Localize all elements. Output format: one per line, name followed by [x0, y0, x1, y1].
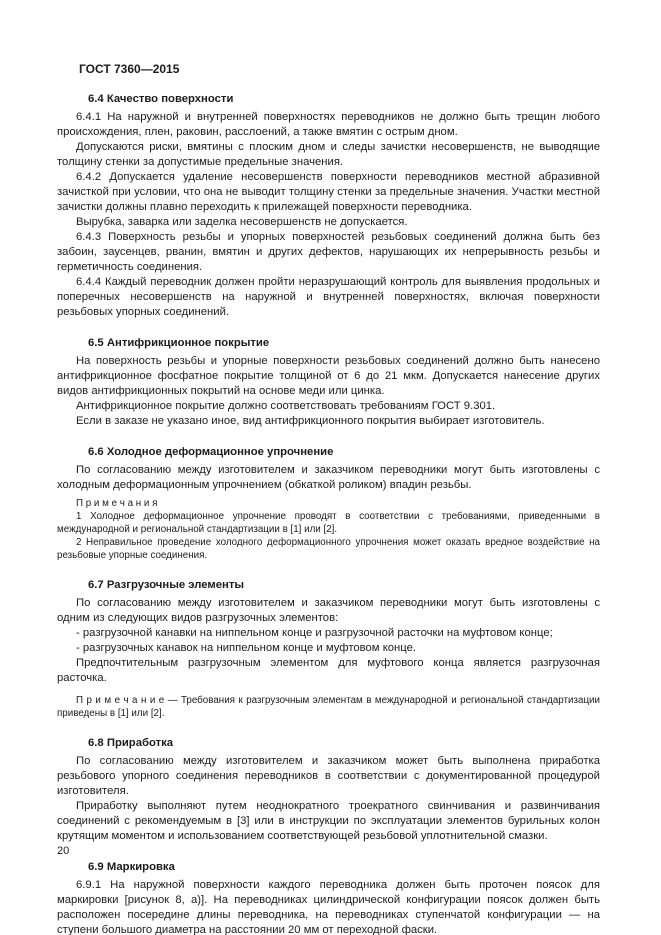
- paragraph: - разгрузочных канавок на ниппельном конце и муфтовом конце.: [76, 642, 417, 654]
- paragraph: Допускаются риски, вмятины с плоским дном и следы зачистки несовершенств, не выводящие толщину стенки за допустимые предельные значения.: [57, 141, 600, 168]
- paragraph: Вырубка, заварка или заделка несовершенств не допускается.: [76, 216, 408, 228]
- document-body: [57, 92, 600, 935]
- paragraph: Антифрикционное покрытие должно соответствовать требованиям ГОСТ 9.301.: [76, 400, 496, 412]
- section: [57, 736, 600, 844]
- section: [57, 92, 600, 320]
- section-heading: 6.4 Качество поверхности: [88, 93, 234, 105]
- paragraph: 6.4.2 Допускается удаление несовершенств поверхности переводников местной абразивной зачисткой при условии, что она не выводит толщину стенки за предельные значения. Участки местной зачистки должны плавно переходить к прилежащей поверхности переводника.: [57, 171, 600, 213]
- paragraph: 6.4.3 Поверхность резьбы и упорных поверхностей резьбовых соединений должна быть без забоин, заусенцев, рванин, вмятин и других дефектов, нарушающих их непрерывность резьбы и герметичность соединения.: [57, 231, 600, 273]
- paragraph: Приработку выполняют путем неоднократного троекратного свинчивания и развинчивания соединений с рекомендуемым в [3] или в инструкции по эксплуатации элементов бурильных колон крутящим моментом и использованием соответствующей резьбовой уплотнительной смазки.: [57, 800, 600, 842]
- paragraph: 6.4.1 На наружной и внутренней поверхностях переводников не должно быть трещин любого происхождения, плен, раковин, расслоений, а также вмятин с острым дном.: [57, 111, 600, 138]
- note-paragraph: 2 Неправильное проведение холодного деформационного упрочнения может оказать вредное воздействие на резьбовые упорные соединения.: [57, 537, 600, 561]
- paragraph: Если в заказе не указано иное, вид антифрикционного покрытия выбирает изготовитель.: [76, 415, 545, 427]
- note-paragraph: П р и м е ч а н и е — Требования к разгрузочным элементам в международной и региональной стандартизации приведены в [1] или [2].: [57, 695, 600, 719]
- paragraph: 6.9.1 На наружной поверхности каждого переводника должен быть проточен поясок для маркировки [рисунок 8, а)]. На переводниках цилиндрической конфигурации поясок должен быть расположен посередине длины переводника, на переводниках ступенчатой конфигурации — на ступени большого диаметра на расстоянии 20 мм от переходной фаски.: [57, 879, 600, 935]
- section-heading: 6.7 Разгрузочные элементы: [88, 579, 245, 591]
- paragraph: На поверхность резьбы и упорные поверхности резьбовых соединений должно быть нанесено антифрикционное фосфатное покрытие толщиной от 6 до 21 мкм. Допускается нанесение других видов антифрикционных покрытий на основе меди или цинка.: [57, 355, 600, 397]
- paragraph: 6.4.4 Каждый переводник должен пройти неразрушающий контроль для выявления продольных и поперечных несовершенств на наружной и внутренней поверхностях, включая поверхности резьбовых упорных соединений.: [57, 276, 600, 318]
- note-paragraph: 1 Холодное деформационное упрочнение проводят в соответствии с требованиями, приведенными в международной и региональной стандартизации в [1] или [2].: [57, 511, 600, 535]
- paragraph: Предпочтительным разгрузочным элементом для муфтового конца является разгрузочная расточка.: [57, 657, 600, 684]
- document-header: ГОСТ 7360—2015: [79, 62, 180, 76]
- section: [57, 578, 600, 720]
- section: [57, 860, 600, 935]
- paragraph: По согласованию между изготовителем и заказчиком может быть выполнена приработка резьбового упорного соединения переводников в соответствии с документированной процедурой изготовителя.: [57, 755, 600, 797]
- section-heading: 6.9 Маркировка: [88, 861, 175, 873]
- paragraph: По согласованию между изготовителем и заказчиком переводники могут быть изготовлены с одним из следующих видов разгрузочных элементов:: [57, 597, 600, 624]
- section-heading: 6.5 Антифрикционное покрытие: [88, 337, 270, 349]
- section-heading: 6.6 Холодное деформационное упрочнение: [88, 446, 334, 458]
- page-number: 20: [57, 845, 70, 857]
- section-heading: 6.8 Приработка: [88, 737, 174, 749]
- section: [57, 445, 600, 562]
- section: [57, 336, 600, 429]
- paragraph: По согласованию между изготовителем и заказчиком переводники могут быть изготовлены с холодным деформационным упрочнением (обкаткой роликом) впадин резьбы.: [57, 464, 600, 491]
- paragraph: - разгрузочной канавки на ниппельном конце и разгрузочной расточки на муфтовом конце;: [76, 627, 553, 639]
- note-paragraph: П р и м е ч а н и я: [76, 498, 158, 509]
